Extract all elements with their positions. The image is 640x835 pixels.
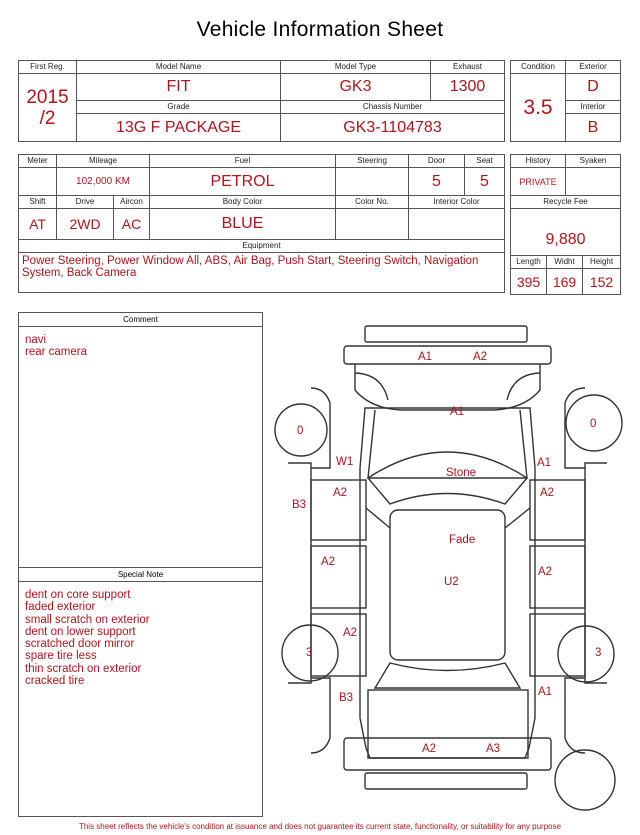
roof-pillar-left	[366, 508, 390, 528]
dmg-windshield-note: Stone	[446, 467, 477, 479]
equipment-value: Power Steering, Power Window All, ABS, Air Bag, Push Start, Steering Switch, Navigation System, Back Camera	[19, 253, 505, 293]
special-note-box	[18, 567, 263, 817]
dmg-door-left: A2	[321, 556, 336, 568]
right-fender	[530, 480, 585, 540]
door-value: 5	[409, 168, 465, 196]
comment-lines	[19, 327, 262, 366]
seat-label: Seat	[465, 155, 505, 168]
interior-color-label: Interior Color	[409, 196, 505, 209]
dmg-tire-rear-right: 3	[595, 647, 602, 659]
special-note-line: scratched door mirror	[25, 638, 135, 651]
special-note-line: spare tire less	[25, 650, 97, 663]
chassis-label: Chassis Number	[281, 101, 505, 114]
comment-line: navi	[25, 334, 47, 346]
left-front-door	[311, 546, 366, 608]
exterior-label: Exterior	[566, 61, 621, 74]
syaken-value	[566, 168, 621, 196]
details-table	[18, 154, 505, 293]
door-label: Door	[409, 155, 465, 168]
car-damage-diagram	[270, 318, 625, 818]
dmg-front-bumper-left: A1	[418, 351, 433, 363]
recycle-fee-value: 9,880	[511, 209, 621, 256]
recycle-fee-label: Recycle Fee	[511, 196, 621, 209]
dmg-rear-pillar-left: B3	[339, 692, 354, 704]
rear-hatch	[368, 690, 528, 758]
spare-tire	[555, 750, 615, 810]
chassis-value: GK3-1104783	[281, 114, 505, 142]
rear-bumper	[344, 738, 551, 770]
special-note-line: faded exterior	[25, 601, 96, 614]
left-rear-door	[311, 614, 366, 676]
history-label: History	[511, 155, 566, 168]
special-note-line: dent on core support	[25, 589, 131, 601]
color-no-label: Color No.	[336, 196, 409, 209]
aircon-label: Aircon	[114, 196, 150, 209]
roof-pillar-right	[505, 508, 530, 528]
drive-label: Drive	[57, 196, 114, 209]
dmg-pillar-right: A1	[537, 457, 552, 469]
dmg-left-side: B3	[292, 499, 307, 511]
model-name-value: FIT	[77, 74, 281, 101]
aircon-value: AC	[114, 209, 150, 240]
front-bumper	[344, 346, 551, 364]
width-value: 169	[547, 269, 583, 295]
first-reg-month: /2	[39, 107, 56, 129]
height-label: Height	[583, 256, 621, 269]
interior-label: Interior	[566, 101, 621, 114]
first-reg-label: First Reg.	[19, 61, 77, 74]
tire-rear-right	[558, 626, 614, 682]
dmg-fender-right: A2	[540, 487, 555, 499]
history-value: PRIVATE	[511, 168, 566, 196]
length-label: Length	[511, 256, 547, 269]
left-rear-arch	[311, 678, 330, 753]
body-color-value: BLUE	[150, 209, 336, 240]
exhaust-label: Exhaust	[431, 61, 505, 74]
dmg-door-right: A2	[538, 566, 553, 578]
special-note-line: small scratch on exterior	[25, 613, 150, 626]
equipment-label: Equipment	[19, 240, 505, 253]
condition-value: 3.5	[511, 74, 566, 142]
comment-line: rear camera	[25, 346, 87, 359]
body-color-label: Body Color	[150, 196, 336, 209]
mileage-value: 102,000 KM	[57, 168, 150, 196]
special-note-line: dent on lower support	[25, 625, 136, 638]
dmg-tire-front-right: 0	[590, 418, 597, 430]
right-rear-arch	[565, 678, 585, 753]
interior-value: B	[566, 114, 621, 142]
side-info-table	[510, 154, 621, 295]
syaken-label: Syaken	[566, 155, 621, 168]
special-note-lines	[19, 582, 262, 694]
exhaust-value: 1300	[431, 74, 505, 101]
first-reg-value	[19, 74, 77, 142]
rear-bumper-lower	[365, 773, 527, 789]
comment-box	[18, 312, 263, 568]
dmg-front-bumper-right: A2	[473, 351, 488, 363]
shift-value: AT	[19, 209, 57, 240]
grade-value: 13G F PACKAGE	[77, 114, 281, 142]
special-note-line: cracked tire	[25, 675, 85, 688]
seat-value: 5	[465, 168, 505, 196]
model-name-label: Model Name	[77, 61, 281, 74]
interior-color-value	[409, 209, 505, 240]
dmg-fender-left: A2	[333, 487, 348, 499]
disclaimer-footer: This sheet reflects the vehicle's condition at issuance and does not guarantee its current state, functionality, or suitability for any purpose	[78, 822, 562, 831]
right-rear-door	[530, 614, 585, 676]
exterior-value: D	[566, 74, 621, 101]
mileage-label: Mileage	[57, 155, 150, 168]
special-note-line: thin scratch on exterior	[25, 662, 142, 675]
height-value: 152	[583, 269, 621, 295]
fuel-label: Fuel	[150, 155, 336, 168]
condition-label: Condition	[511, 61, 566, 74]
rear-window	[375, 663, 520, 688]
dmg-roof: Fade	[449, 534, 476, 546]
dmg-roof-code: U2	[444, 576, 459, 588]
dmg-tire-front-left: 0	[297, 425, 304, 437]
width-label: Widht	[547, 256, 583, 269]
front-bumper-top	[365, 326, 527, 342]
model-type-label: Model Type	[281, 61, 431, 74]
model-type-value: GK3	[281, 74, 431, 101]
dmg-hood: A1	[450, 406, 465, 418]
first-reg-year: 2015	[26, 86, 69, 108]
grade-label: Grade	[77, 101, 281, 114]
right-front-arch	[565, 388, 585, 468]
meter-label: Meter	[19, 155, 57, 168]
shift-label: Shift	[19, 196, 57, 209]
dmg-rear-bumper-left: A2	[422, 743, 437, 755]
drive-value: 2WD	[57, 209, 114, 240]
meter-value	[19, 168, 57, 196]
color-no-value	[336, 209, 409, 240]
main-info-table	[18, 60, 505, 142]
dmg-rear-bumper-right: A3	[486, 743, 501, 755]
dmg-windshield: W1	[336, 456, 354, 468]
steering-value	[336, 168, 409, 196]
dmg-rear-pillar-right: A1	[538, 686, 553, 698]
dmg-quarter-left: A2	[343, 627, 358, 639]
length-value: 395	[511, 269, 547, 295]
comment-label: Comment	[19, 313, 262, 327]
dmg-tire-rear-left: 3	[306, 647, 313, 659]
page-title: Vehicle Information Sheet	[196, 18, 444, 41]
steering-label: Steering	[336, 155, 409, 168]
fuel-value: PETROL	[150, 168, 336, 196]
special-note-label: Special Note	[19, 568, 262, 582]
condition-table	[510, 60, 621, 142]
